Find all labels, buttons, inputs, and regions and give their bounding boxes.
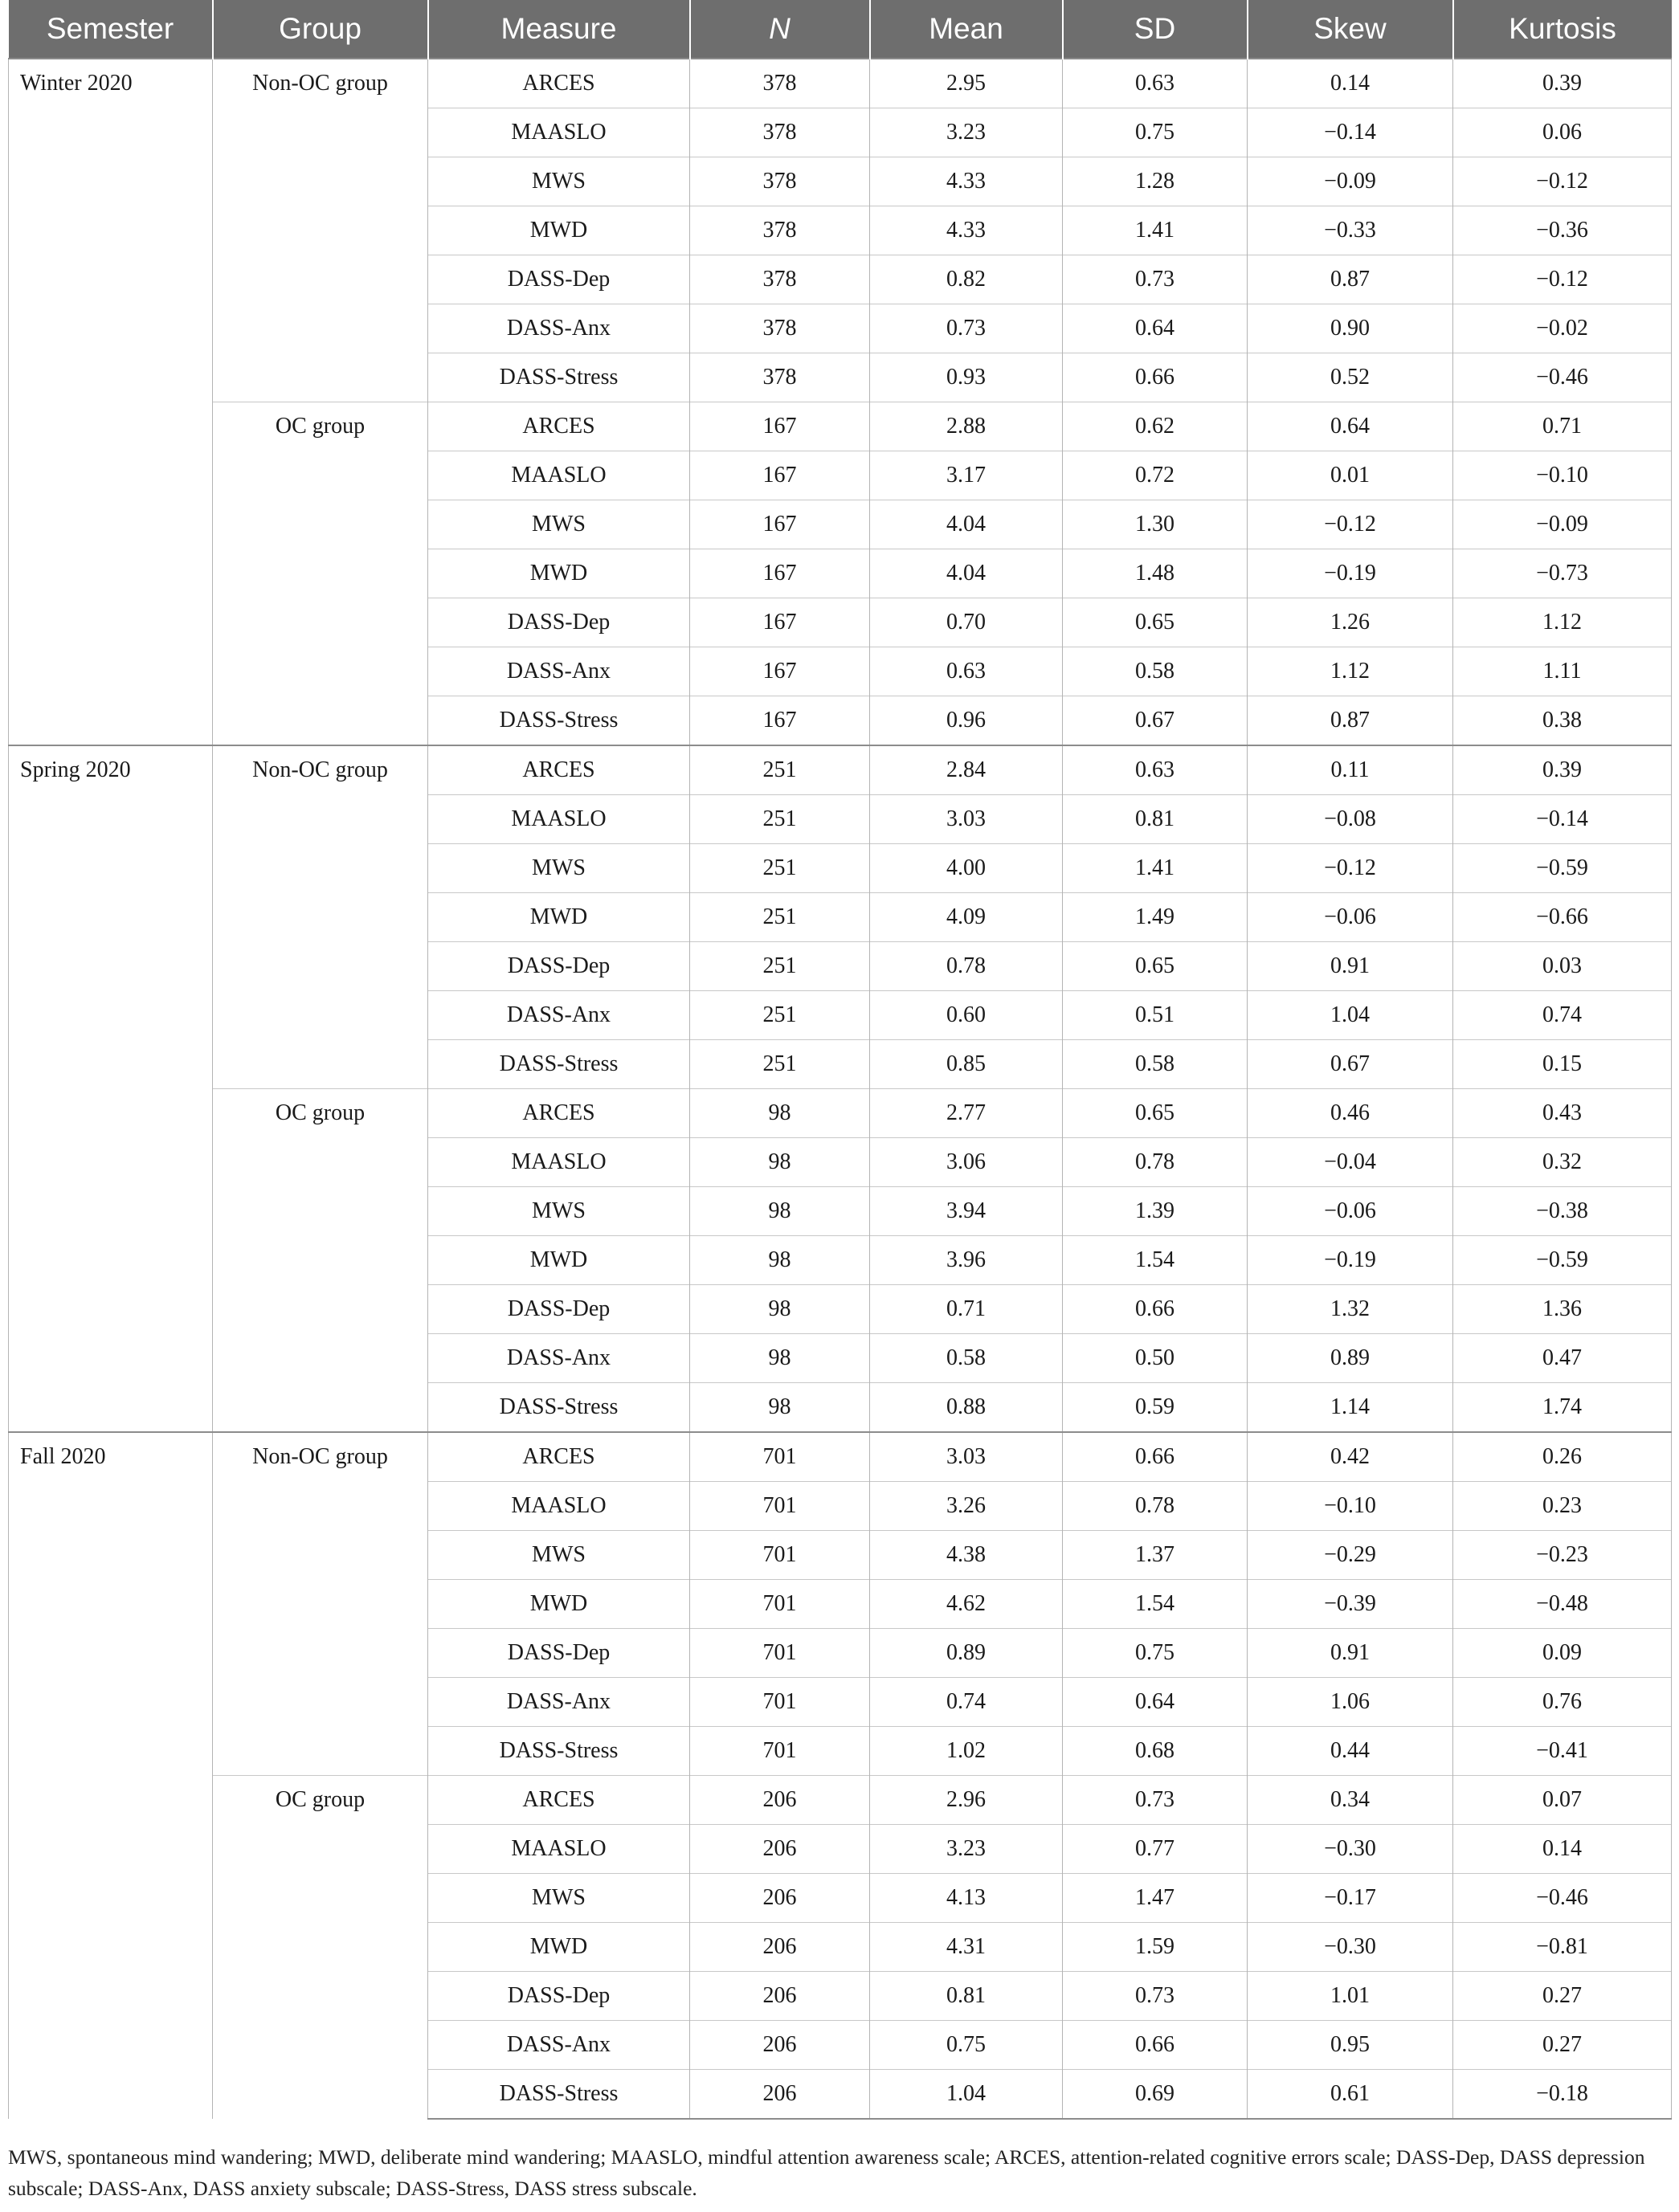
kurtosis-cell: 0.39 — [1453, 59, 1672, 108]
sd-cell: 0.51 — [1063, 991, 1248, 1040]
sd-cell: 0.75 — [1063, 1629, 1248, 1678]
n-cell: 251 — [690, 745, 870, 795]
kurtosis-cell: −0.59 — [1453, 844, 1672, 893]
sd-cell: 0.72 — [1063, 451, 1248, 500]
kurtosis-cell: −0.10 — [1453, 451, 1672, 500]
measure-cell: MWS — [428, 1874, 690, 1923]
measure-cell: DASS-Stress — [428, 1727, 690, 1776]
sd-cell: 0.65 — [1063, 1089, 1248, 1138]
table-row — [9, 1432, 1672, 1482]
n-cell: 206 — [690, 1874, 870, 1923]
group-cell: Non-OC group — [213, 745, 428, 1089]
kurtosis-cell: 0.32 — [1453, 1138, 1672, 1187]
measure-cell: MWS — [428, 1531, 690, 1580]
n-cell: 701 — [690, 1678, 870, 1727]
skew-cell: −0.19 — [1248, 1236, 1453, 1285]
sd-cell: 0.78 — [1063, 1482, 1248, 1531]
measure-cell: ARCES — [428, 745, 690, 795]
measure-cell: MAASLO — [428, 1482, 690, 1531]
table-header — [9, 0, 1672, 59]
skew-cell: 1.01 — [1248, 1972, 1453, 2021]
measure-cell: DASS-Anx — [428, 991, 690, 1040]
skew-cell: −0.12 — [1248, 500, 1453, 549]
sd-cell: 0.58 — [1063, 647, 1248, 696]
sd-cell: 0.78 — [1063, 1138, 1248, 1187]
table-row — [9, 59, 1672, 108]
n-cell: 378 — [690, 59, 870, 108]
skew-cell: 0.44 — [1248, 1727, 1453, 1776]
sd-cell: 0.59 — [1063, 1383, 1248, 1433]
skew-cell: 0.14 — [1248, 59, 1453, 108]
skew-cell: −0.04 — [1248, 1138, 1453, 1187]
sd-cell: 0.64 — [1063, 1678, 1248, 1727]
n-cell: 701 — [690, 1432, 870, 1482]
mean-cell: 4.09 — [870, 893, 1063, 942]
mean-cell: 3.23 — [870, 1825, 1063, 1874]
measure-cell: MWD — [428, 893, 690, 942]
header-mean: Mean — [870, 0, 1063, 59]
skew-cell: 1.32 — [1248, 1285, 1453, 1334]
sd-cell: 1.49 — [1063, 893, 1248, 942]
mean-cell: 0.71 — [870, 1285, 1063, 1334]
skew-cell: 0.61 — [1248, 2070, 1453, 2120]
kurtosis-cell: 0.09 — [1453, 1629, 1672, 1678]
n-cell: 167 — [690, 696, 870, 746]
mean-cell: 3.96 — [870, 1236, 1063, 1285]
n-cell: 206 — [690, 1923, 870, 1972]
mean-cell: 0.85 — [870, 1040, 1063, 1089]
measure-cell: DASS-Dep — [428, 1285, 690, 1334]
measure-cell: MAASLO — [428, 451, 690, 500]
sd-cell: 0.65 — [1063, 598, 1248, 647]
n-cell: 98 — [690, 1089, 870, 1138]
mean-cell: 0.74 — [870, 1678, 1063, 1727]
mean-cell: 3.26 — [870, 1482, 1063, 1531]
measure-cell: MWS — [428, 1187, 690, 1236]
measure-cell: ARCES — [428, 1432, 690, 1482]
sd-cell: 1.37 — [1063, 1531, 1248, 1580]
n-cell: 251 — [690, 795, 870, 844]
kurtosis-cell: 0.71 — [1453, 402, 1672, 451]
kurtosis-cell: 0.43 — [1453, 1089, 1672, 1138]
n-cell: 251 — [690, 991, 870, 1040]
kurtosis-cell: 1.36 — [1453, 1285, 1672, 1334]
sd-cell: 0.81 — [1063, 795, 1248, 844]
n-cell: 167 — [690, 549, 870, 598]
mean-cell: 3.03 — [870, 795, 1063, 844]
kurtosis-cell: −0.14 — [1453, 795, 1672, 844]
n-cell: 378 — [690, 304, 870, 353]
measure-cell: ARCES — [428, 1776, 690, 1825]
semester-cell: Spring 2020 — [9, 745, 213, 1432]
mean-cell: 0.75 — [870, 2021, 1063, 2070]
measure-cell: DASS-Anx — [428, 2021, 690, 2070]
skew-cell: 0.87 — [1248, 696, 1453, 746]
kurtosis-cell: −0.02 — [1453, 304, 1672, 353]
skew-cell: −0.19 — [1248, 549, 1453, 598]
skew-cell: −0.08 — [1248, 795, 1453, 844]
kurtosis-cell: −0.09 — [1453, 500, 1672, 549]
mean-cell: 0.82 — [870, 255, 1063, 304]
table-body — [9, 59, 1672, 2119]
n-cell: 701 — [690, 1727, 870, 1776]
kurtosis-cell: 0.27 — [1453, 2021, 1672, 2070]
measure-cell: MWD — [428, 549, 690, 598]
mean-cell: 3.23 — [870, 108, 1063, 157]
sd-cell: 0.62 — [1063, 402, 1248, 451]
mean-cell: 0.78 — [870, 942, 1063, 991]
skew-cell: 0.90 — [1248, 304, 1453, 353]
n-cell: 167 — [690, 647, 870, 696]
mean-cell: 0.63 — [870, 647, 1063, 696]
group-cell: Non-OC group — [213, 59, 428, 402]
kurtosis-cell: 0.74 — [1453, 991, 1672, 1040]
mean-cell: 3.06 — [870, 1138, 1063, 1187]
mean-cell: 2.88 — [870, 402, 1063, 451]
measure-cell: DASS-Dep — [428, 942, 690, 991]
mean-cell: 0.88 — [870, 1383, 1063, 1433]
n-cell: 98 — [690, 1334, 870, 1383]
sd-cell: 1.47 — [1063, 1874, 1248, 1923]
group-cell: OC group — [213, 402, 428, 746]
measure-cell: DASS-Anx — [428, 647, 690, 696]
semester-cell: Winter 2020 — [9, 59, 213, 745]
table-row — [9, 745, 1672, 795]
mean-cell: 4.13 — [870, 1874, 1063, 1923]
mean-cell: 1.02 — [870, 1727, 1063, 1776]
skew-cell: −0.29 — [1248, 1531, 1453, 1580]
measure-cell: MAASLO — [428, 795, 690, 844]
sd-cell: 1.41 — [1063, 844, 1248, 893]
sd-cell: 0.66 — [1063, 1285, 1248, 1334]
mean-cell: 4.38 — [870, 1531, 1063, 1580]
kurtosis-cell: −0.12 — [1453, 255, 1672, 304]
kurtosis-cell: −0.36 — [1453, 206, 1672, 255]
skew-cell: 1.06 — [1248, 1678, 1453, 1727]
measure-cell: DASS-Anx — [428, 304, 690, 353]
n-cell: 167 — [690, 402, 870, 451]
measure-cell: DASS-Stress — [428, 1383, 690, 1433]
sd-cell: 1.41 — [1063, 206, 1248, 255]
kurtosis-cell: 0.03 — [1453, 942, 1672, 991]
table-row — [9, 402, 1672, 451]
skew-cell: −0.12 — [1248, 844, 1453, 893]
sd-cell: 0.67 — [1063, 696, 1248, 746]
skew-cell: −0.14 — [1248, 108, 1453, 157]
skew-cell: 0.64 — [1248, 402, 1453, 451]
kurtosis-cell: −0.48 — [1453, 1580, 1672, 1629]
sd-cell: 0.64 — [1063, 304, 1248, 353]
sd-cell: 0.73 — [1063, 1972, 1248, 2021]
kurtosis-cell: −0.41 — [1453, 1727, 1672, 1776]
measure-cell: MAASLO — [428, 1138, 690, 1187]
skew-cell: 0.89 — [1248, 1334, 1453, 1383]
sd-cell: 1.48 — [1063, 549, 1248, 598]
header-measure: Measure — [428, 0, 690, 59]
kurtosis-cell: −0.81 — [1453, 1923, 1672, 1972]
skew-cell: 1.14 — [1248, 1383, 1453, 1433]
mean-cell: 4.00 — [870, 844, 1063, 893]
n-cell: 206 — [690, 2070, 870, 2120]
n-cell: 167 — [690, 598, 870, 647]
sd-cell: 0.73 — [1063, 255, 1248, 304]
n-cell: 98 — [690, 1285, 870, 1334]
n-cell: 206 — [690, 1972, 870, 2021]
sd-cell: 0.66 — [1063, 1432, 1248, 1482]
kurtosis-cell: 0.47 — [1453, 1334, 1672, 1383]
measure-cell: ARCES — [428, 59, 690, 108]
table-row — [9, 1089, 1672, 1138]
group-cell: Non-OC group — [213, 1432, 428, 1776]
skew-cell: 0.01 — [1248, 451, 1453, 500]
kurtosis-cell: 0.14 — [1453, 1825, 1672, 1874]
mean-cell: 0.81 — [870, 1972, 1063, 2021]
mean-cell: 0.96 — [870, 696, 1063, 746]
n-cell: 251 — [690, 1040, 870, 1089]
n-cell: 206 — [690, 1776, 870, 1825]
measure-cell: MWD — [428, 1580, 690, 1629]
sd-cell: 0.63 — [1063, 745, 1248, 795]
mean-cell: 3.94 — [870, 1187, 1063, 1236]
skew-cell: 1.04 — [1248, 991, 1453, 1040]
n-cell: 98 — [690, 1187, 870, 1236]
n-cell: 206 — [690, 2021, 870, 2070]
kurtosis-cell: 0.38 — [1453, 696, 1672, 746]
measure-cell: DASS-Anx — [428, 1334, 690, 1383]
skew-cell: −0.39 — [1248, 1580, 1453, 1629]
kurtosis-cell: 0.26 — [1453, 1432, 1672, 1482]
n-cell: 701 — [690, 1629, 870, 1678]
mean-cell: 2.84 — [870, 745, 1063, 795]
mean-cell: 0.70 — [870, 598, 1063, 647]
measure-cell: DASS-Anx — [428, 1678, 690, 1727]
kurtosis-cell: 0.15 — [1453, 1040, 1672, 1089]
measure-cell: DASS-Dep — [428, 255, 690, 304]
skew-cell: 0.95 — [1248, 2021, 1453, 2070]
n-cell: 378 — [690, 108, 870, 157]
n-cell: 378 — [690, 255, 870, 304]
n-cell: 167 — [690, 451, 870, 500]
measure-cell: DASS-Dep — [428, 1972, 690, 2021]
measure-cell: MWS — [428, 157, 690, 206]
sd-cell: 0.73 — [1063, 1776, 1248, 1825]
measure-cell: MAASLO — [428, 108, 690, 157]
group-cell: OC group — [213, 1776, 428, 2120]
n-cell: 251 — [690, 942, 870, 991]
kurtosis-cell: 0.39 — [1453, 745, 1672, 795]
mean-cell: 4.33 — [870, 206, 1063, 255]
mean-cell: 0.89 — [870, 1629, 1063, 1678]
sd-cell: 1.54 — [1063, 1580, 1248, 1629]
skew-cell: 0.42 — [1248, 1432, 1453, 1482]
sd-cell: 0.75 — [1063, 108, 1248, 157]
mean-cell: 2.96 — [870, 1776, 1063, 1825]
sd-cell: 0.69 — [1063, 2070, 1248, 2120]
measure-cell: MWS — [428, 844, 690, 893]
mean-cell: 4.04 — [870, 549, 1063, 598]
header-group: Group — [213, 0, 428, 59]
skew-cell: −0.17 — [1248, 1874, 1453, 1923]
skew-cell: 0.91 — [1248, 1629, 1453, 1678]
header-semester: Semester — [9, 0, 213, 59]
kurtosis-cell: 0.76 — [1453, 1678, 1672, 1727]
header-kurtosis: Kurtosis — [1453, 0, 1672, 59]
kurtosis-cell: −0.59 — [1453, 1236, 1672, 1285]
measure-cell: DASS-Stress — [428, 696, 690, 746]
n-cell: 701 — [690, 1580, 870, 1629]
n-cell: 98 — [690, 1138, 870, 1187]
kurtosis-cell: 1.11 — [1453, 647, 1672, 696]
skew-cell: −0.06 — [1248, 893, 1453, 942]
n-cell: 378 — [690, 206, 870, 255]
kurtosis-cell: 0.27 — [1453, 1972, 1672, 2021]
header-row — [9, 0, 1672, 59]
mean-cell: 0.58 — [870, 1334, 1063, 1383]
sd-cell: 0.68 — [1063, 1727, 1248, 1776]
kurtosis-cell: 0.06 — [1453, 108, 1672, 157]
skew-cell: 0.87 — [1248, 255, 1453, 304]
n-cell: 701 — [690, 1482, 870, 1531]
mean-cell: 4.62 — [870, 1580, 1063, 1629]
kurtosis-cell: −0.38 — [1453, 1187, 1672, 1236]
sd-cell: 0.58 — [1063, 1040, 1248, 1089]
sd-cell: 1.39 — [1063, 1187, 1248, 1236]
measure-cell: MWS — [428, 500, 690, 549]
skew-cell: 0.67 — [1248, 1040, 1453, 1089]
mean-cell: 4.04 — [870, 500, 1063, 549]
n-cell: 167 — [690, 500, 870, 549]
sd-cell: 0.77 — [1063, 1825, 1248, 1874]
measure-cell: DASS-Dep — [428, 598, 690, 647]
mean-cell: 0.73 — [870, 304, 1063, 353]
sd-cell: 0.66 — [1063, 353, 1248, 402]
sd-cell: 1.30 — [1063, 500, 1248, 549]
measure-cell: ARCES — [428, 1089, 690, 1138]
kurtosis-cell: −0.73 — [1453, 549, 1672, 598]
n-cell: 206 — [690, 1825, 870, 1874]
skew-cell: −0.33 — [1248, 206, 1453, 255]
measure-cell: DASS-Stress — [428, 1040, 690, 1089]
mean-cell: 2.95 — [870, 59, 1063, 108]
sd-cell: 1.54 — [1063, 1236, 1248, 1285]
kurtosis-cell: −0.12 — [1453, 157, 1672, 206]
mean-cell: 4.33 — [870, 157, 1063, 206]
n-cell: 378 — [690, 157, 870, 206]
skew-cell: −0.10 — [1248, 1482, 1453, 1531]
table-footnote: MWS, spontaneous mind wandering; MWD, deliberate mind wandering; MAASLO, mindful attention awareness scale; ARCES, attention-related cognitive errors scale; DASS-Dep, DASS depression subscale; DASS-Anx, DASS anxiety subscale; DASS-Stress, DASS stress subscale. — [8, 2145, 1645, 2200]
sd-cell: 0.50 — [1063, 1334, 1248, 1383]
header-n: N — [690, 0, 870, 59]
skew-cell: −0.30 — [1248, 1923, 1453, 1972]
measure-cell: MWD — [428, 1923, 690, 1972]
mean-cell: 4.31 — [870, 1923, 1063, 1972]
kurtosis-cell: 1.74 — [1453, 1383, 1672, 1433]
skew-cell: 0.34 — [1248, 1776, 1453, 1825]
kurtosis-cell: 0.07 — [1453, 1776, 1672, 1825]
measure-cell: MWD — [428, 206, 690, 255]
kurtosis-cell: −0.46 — [1453, 1874, 1672, 1923]
skew-cell: −0.30 — [1248, 1825, 1453, 1874]
skew-cell: 0.46 — [1248, 1089, 1453, 1138]
skew-cell: −0.09 — [1248, 157, 1453, 206]
mean-cell: 3.03 — [870, 1432, 1063, 1482]
kurtosis-cell: −0.23 — [1453, 1531, 1672, 1580]
sd-cell: 1.28 — [1063, 157, 1248, 206]
skew-cell: 0.91 — [1248, 942, 1453, 991]
measure-cell: DASS-Stress — [428, 353, 690, 402]
skew-cell: 0.52 — [1248, 353, 1453, 402]
n-cell: 98 — [690, 1383, 870, 1433]
kurtosis-cell: −0.66 — [1453, 893, 1672, 942]
header-sd: SD — [1063, 0, 1248, 59]
semester-cell: Fall 2020 — [9, 1432, 213, 2119]
kurtosis-cell: −0.18 — [1453, 2070, 1672, 2120]
measure-cell: ARCES — [428, 402, 690, 451]
n-cell: 251 — [690, 844, 870, 893]
measure-cell: DASS-Dep — [428, 1629, 690, 1678]
group-cell: OC group — [213, 1089, 428, 1433]
measure-cell: MAASLO — [428, 1825, 690, 1874]
skew-cell: −0.06 — [1248, 1187, 1453, 1236]
skew-cell: 1.26 — [1248, 598, 1453, 647]
descriptive-stats-table — [8, 0, 1672, 2120]
n-cell: 251 — [690, 893, 870, 942]
kurtosis-cell: 1.12 — [1453, 598, 1672, 647]
n-cell: 98 — [690, 1236, 870, 1285]
kurtosis-cell: 0.23 — [1453, 1482, 1672, 1531]
sd-cell: 0.63 — [1063, 59, 1248, 108]
mean-cell: 0.93 — [870, 353, 1063, 402]
mean-cell: 2.77 — [870, 1089, 1063, 1138]
measure-cell: DASS-Stress — [428, 2070, 690, 2120]
kurtosis-cell: −0.46 — [1453, 353, 1672, 402]
n-cell: 378 — [690, 353, 870, 402]
n-cell: 701 — [690, 1531, 870, 1580]
table-row — [9, 1776, 1672, 1825]
mean-cell: 0.60 — [870, 991, 1063, 1040]
sd-cell: 1.59 — [1063, 1923, 1248, 1972]
skew-cell: 1.12 — [1248, 647, 1453, 696]
skew-cell: 0.11 — [1248, 745, 1453, 795]
header-skew: Skew — [1248, 0, 1453, 59]
measure-cell: MWD — [428, 1236, 690, 1285]
sd-cell: 0.66 — [1063, 2021, 1248, 2070]
mean-cell: 3.17 — [870, 451, 1063, 500]
mean-cell: 1.04 — [870, 2070, 1063, 2120]
sd-cell: 0.65 — [1063, 942, 1248, 991]
